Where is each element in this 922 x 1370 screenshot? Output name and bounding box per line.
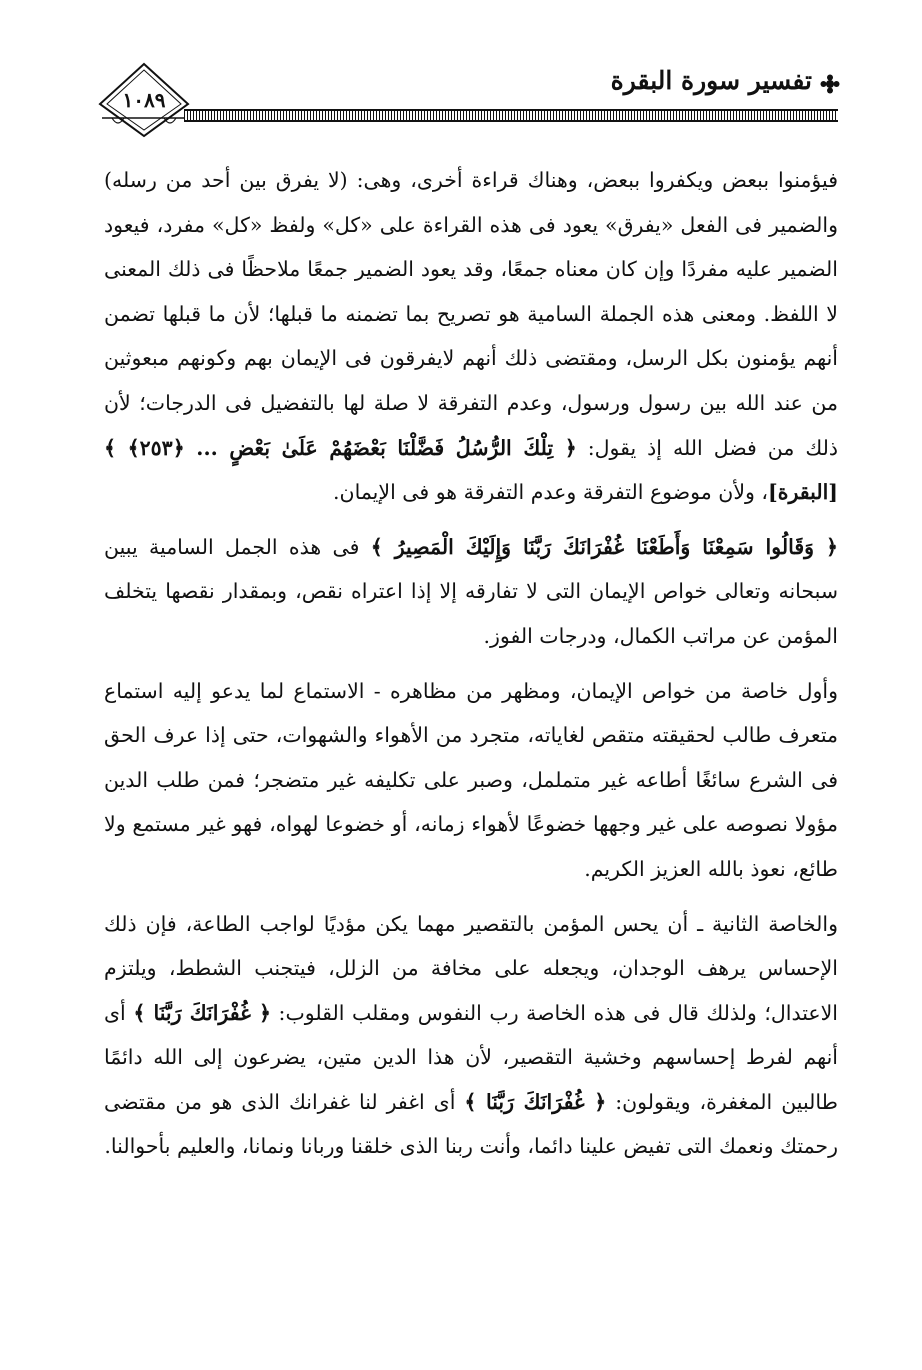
text-segment: وأول خاصة من خواص الإيمان، ومظهر من مظاهره - الاستماع لما يدعو إليه استماع متعرف طالب لحقيقته متقص لغاياته، متجرد من الأهواء والشهوات، حتى إذا عرف الحق فى الشرع سائغًا أطاعه غير متململ، وصبر على تكليفه غير متضجر؛ فمن طلب الدين مؤولا نصوصه على غير وجهها خضوعًا لأهواء زمانه، أو خضوعا لهواه، فهو غير مستمع ولا طائع، نعوذ بالله العزيز الكريم.	[104, 678, 838, 881]
text-segment: ، ولأن موضوع التفرقة وعدم التفرقة هو فى الإيمان.	[333, 480, 769, 505]
chapter-title	[611, 66, 840, 95]
paragraph	[104, 902, 838, 1170]
paragraph	[104, 669, 838, 892]
quran-verse: ﴿ تِلْكَ الرُّسُلُ فَضَّلْنَا بَعْضَهُمْ عَلَىٰ بَعْضٍ ... ﴿٢٥٣﴾ ﴾	[104, 435, 577, 460]
page-header	[96, 60, 840, 140]
header-rule	[184, 109, 838, 122]
quran-verse: ﴿ غُفْرَانَكَ رَبَّنَا ﴾	[133, 1000, 271, 1025]
text-segment: والخاصة الثانية ـ أن يحس المؤمن بالتقصير مهما يكن مؤديًا لواجب الطاعة، فإن ذلك الإحساس يرهف الوجدان، ويجعله على مخافة من الزلل، فيتجنب الشطط، ويلتزم الاعتدال؛ ولذلك قال فى هذه الخاصة رب النفوس ومقلب القلوب:	[104, 911, 839, 1025]
text-segment: فيؤمنوا ببعض ويكفروا ببعض، وهناك قراءة أخرى، وهى: (لا يفرق بين أحد من رسله) والضمير فى الفعل «يفرق» يعود فى هذه القراءة على «كل» ولفظ «كل» مفرد، فيعود الضمير عليه مفردًا وإن كان معناه جمعًا، وقد يعود الضمير جمعًا ملاحظًا فى ذلك المعنى لا اللفظ. ومعنى هذه الجملة السامية هو تصريح بما تضمنه ما قبلها؛ لأن ما قبلها تضمن أنهم يؤمنون بكل الرسل، ومقتضى ذلك أنهم لايفرقون فى الإيمان بهم وكونهم مبعوثين من عند الله بين رسول ورسول، وعدم التفرقة لا صلة لها بالتفضيل فى الدرجات؛ لأن ذلك من فضل الله إذ يقول:	[104, 168, 838, 460]
quran-verse: ﴿ وَقَالُوا سَمِعْنَا وَأَطَعْنَا غُفْرَانَكَ رَبَّنَا وَإِلَيْكَ الْمَصِيرُ ﴾	[370, 534, 839, 559]
quran-verse: [البقرة]	[768, 480, 838, 505]
paragraph	[104, 525, 838, 659]
text-segment: أى اغفر لنا غفرانك الذى هو من مقتضى رحمتك ونعمك التى تفيض علينا دائما، وأنت ربنا الذى خلقنا وربانا ونمانا، والعليم بأحوالنا.	[104, 1089, 838, 1159]
text-segment: فى هذه الجمل السامية يبين سبحانه وتعالى خواص الإيمان التى لا تفارقه إلا إذا اعتراه نقص، وبمقدار نقصها يتخلف المؤمن عن مراتب الكمال، ودرجات الفوز.	[104, 534, 838, 648]
page-number-badge	[96, 60, 192, 140]
body-text	[104, 158, 838, 1169]
paragraph	[104, 158, 838, 515]
chapter-title-text: تفسير سورة البقرة	[610, 66, 812, 95]
quran-verse: ﴿ غُفْرَانَكَ رَبَّنَا ﴾	[464, 1089, 607, 1114]
text-segment: أى أنهم لفرط إحساسهم وخشية التقصير، لأن هذا الدين متين، يضرعون إلى الله دائمًا طالبين المغفرة، ويقولون:	[104, 1000, 838, 1114]
page-number: ١٠٨٩	[122, 88, 166, 112]
flower-ornament-icon	[820, 71, 840, 91]
